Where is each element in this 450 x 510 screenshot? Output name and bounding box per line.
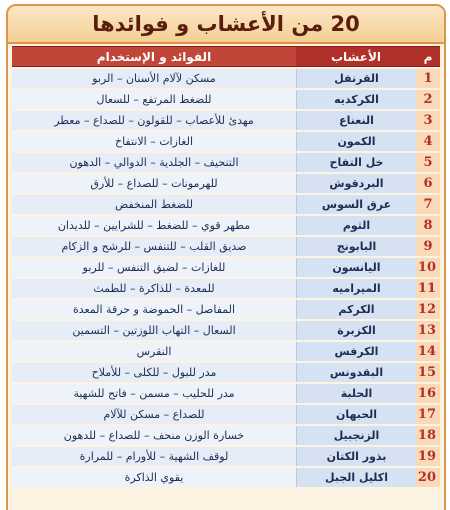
- herb-name: الكرفس: [296, 342, 416, 361]
- table-row: [12, 90, 440, 109]
- title-bar: [8, 6, 444, 44]
- table-row: [12, 426, 440, 445]
- herb-uses: للضغط المنخفض: [12, 195, 296, 214]
- table-row: [12, 111, 440, 130]
- herb-name: الحلبة: [296, 384, 416, 403]
- herb-name: الكركم: [296, 300, 416, 319]
- herb-name: اليانسون: [296, 258, 416, 277]
- row-number: 17: [416, 405, 440, 424]
- row-number: 1: [416, 69, 440, 88]
- row-number: 4: [416, 132, 440, 151]
- herb-uses: للضغط المرتفع – للسعال: [12, 90, 296, 109]
- table-row: [12, 216, 440, 235]
- herb-uses: النقرس: [12, 342, 296, 361]
- herb-name: الحبهان: [296, 405, 416, 424]
- table-row: [12, 342, 440, 361]
- herb-uses: للهرمونات – للصداع – للأرق: [12, 174, 296, 193]
- herb-uses: لوقف الشهية – للأورام – للمرارة: [12, 447, 296, 466]
- herb-name: الكركديه: [296, 90, 416, 109]
- row-number: 3: [416, 111, 440, 130]
- herb-name: النعناع: [296, 111, 416, 130]
- herb-uses: للغازات – لضيق التنفس – للربو: [12, 258, 296, 277]
- herb-name: البقدونس: [296, 363, 416, 382]
- herb-uses: مهدئ للأعصاب – للقولون – للصداع – معطر: [12, 111, 296, 130]
- column-header-uses: الفوائد و الإستخدام: [12, 46, 296, 67]
- herb-uses: للصداع – مسكن للآلام: [12, 405, 296, 424]
- herb-uses: الغازات – الانتفاخ: [12, 132, 296, 151]
- table-row: [12, 321, 440, 340]
- herb-name: القرنفل: [296, 69, 416, 88]
- table-row: [12, 279, 440, 298]
- herb-name: البردقوش: [296, 174, 416, 193]
- row-number: 7: [416, 195, 440, 214]
- herb-uses: خسارة الوزن منحف – للصداع – للدهون: [12, 426, 296, 445]
- row-number: 20: [416, 468, 440, 487]
- herb-uses: المفاصل – الحموضة و حرقة المعدة: [12, 300, 296, 319]
- herbs-table: [12, 44, 440, 489]
- table-row: [12, 153, 440, 172]
- herb-name: الكمون: [296, 132, 416, 151]
- herb-name: الميراميه: [296, 279, 416, 298]
- herb-uses: مدر للحليب – مسمن – فاتح للشهية: [12, 384, 296, 403]
- table-row: [12, 237, 440, 256]
- row-number: 14: [416, 342, 440, 361]
- header-row: [12, 46, 440, 67]
- row-number: 9: [416, 237, 440, 256]
- table-row: [12, 132, 440, 151]
- row-number: 10: [416, 258, 440, 277]
- table-row: [12, 258, 440, 277]
- herb-name: اكليل الجبل: [296, 468, 416, 487]
- table-row: [12, 300, 440, 319]
- herb-name: الثوم: [296, 216, 416, 235]
- herb-name: البابونج: [296, 237, 416, 256]
- herb-name: خل التفاح: [296, 153, 416, 172]
- herb-name: الزنجبيل: [296, 426, 416, 445]
- herb-name: بذور الكتان: [296, 447, 416, 466]
- column-header-herb: الأعشاب: [296, 46, 416, 67]
- row-number: 19: [416, 447, 440, 466]
- herb-name: عرق السوس: [296, 195, 416, 214]
- table-row: [12, 447, 440, 466]
- row-number: 2: [416, 90, 440, 109]
- herb-uses: مسكن لآلام الأسنان – الربو: [12, 69, 296, 88]
- herb-uses: التنحيف – الجلدية – الدوالي – الدهون: [12, 153, 296, 172]
- table-row: [12, 195, 440, 214]
- row-number: 12: [416, 300, 440, 319]
- page-title: 20 من الأعشاب و فوائدها: [92, 12, 360, 36]
- table-row: [12, 174, 440, 193]
- herb-name: الكزبرة: [296, 321, 416, 340]
- table-row: [12, 69, 440, 88]
- herb-uses: مدر للبول – للكلى – للأملاح: [12, 363, 296, 382]
- row-number: 15: [416, 363, 440, 382]
- table-row: [12, 405, 440, 424]
- row-number: 8: [416, 216, 440, 235]
- table-row: [12, 384, 440, 403]
- row-number: 16: [416, 384, 440, 403]
- row-number: 5: [416, 153, 440, 172]
- table-frame: [6, 4, 446, 510]
- row-number: 11: [416, 279, 440, 298]
- column-header-number: م: [416, 46, 440, 67]
- herb-uses: صديق القلب – للتنفس – للرشح و الزكام: [12, 237, 296, 256]
- herb-uses: مطهر قوي – للضغط – للشرايين – للديدان: [12, 216, 296, 235]
- herb-uses: يقوي الذاكرة: [12, 468, 296, 487]
- table-row: [12, 363, 440, 382]
- herb-uses: للمعدة – للذاكرة – للطمث: [12, 279, 296, 298]
- herb-uses: السعال – التهاب اللوزتين – التسمين: [12, 321, 296, 340]
- row-number: 13: [416, 321, 440, 340]
- table-row: [12, 468, 440, 487]
- row-number: 18: [416, 426, 440, 445]
- row-number: 6: [416, 174, 440, 193]
